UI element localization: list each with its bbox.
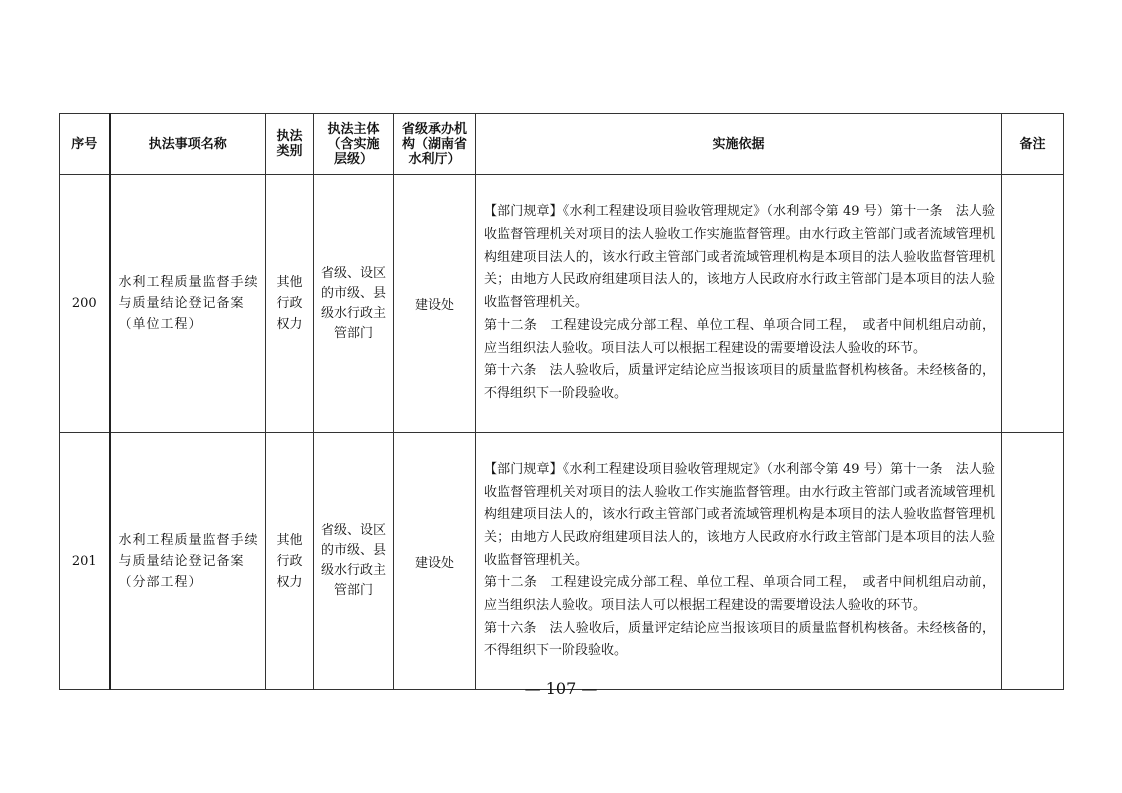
row-dept: 建设处 — [394, 175, 476, 433]
header-row — [60, 114, 1064, 175]
row-item-name: 水利工程质量监督手续与质量结论登记备案（单位工程） — [110, 175, 266, 433]
header-basis: 实施依据 — [476, 114, 1002, 175]
row-category: 其他行政权力 — [266, 433, 314, 690]
header-category: 执法类别 — [266, 114, 314, 175]
header-dept: 省级承办机构（湖南省水利厅） — [394, 114, 476, 175]
header-subject: 执法主体（含实施层级） — [314, 114, 394, 175]
row-remark — [1002, 433, 1064, 690]
table-row — [60, 175, 1064, 433]
row-dept: 建设处 — [394, 433, 476, 690]
basis-paragraph: 第十二条 工程建设完成分部工程、单位工程、单项合同工程， 或者中间机组启动前，应当组织法人验收。项目法人可以根据工程建设的需要增设法人验收的环节。 — [484, 575, 995, 614]
row-item-name: 水利工程质量监督手续与质量结论登记备案（分部工程） — [110, 433, 266, 690]
table-row — [60, 433, 1064, 690]
row-subject: 省级、设区的市级、县级水行政主管部门 — [314, 433, 394, 690]
basis-paragraph: 【部门规章】《水利工程建设项目验收管理规定》（水利部令第 49 号）第十一条 法人验收监督管理机关对项目的法人验收工作实施监督管理。由水行政主管部门或者流域管理机构组建项目法人的，该水行政主管部门或者流域管理机构是本项目的法人验收监督管理机关；由地方人民政府组建项目法人的，该地方人民政府水行政主管部门是本项目的法人验收监督管理机关。 — [484, 204, 995, 311]
basis-paragraph: 第十六条 法人验收后，质量评定结论应当报该项目的质量监督机构核备。未经核备的，不得组织下一阶段验收。 — [484, 363, 995, 401]
page-number: — 107 — — [524, 679, 598, 698]
row-basis — [476, 433, 1002, 690]
header-remark: 备注 — [1002, 114, 1064, 175]
row-remark — [1002, 175, 1064, 433]
basis-paragraph: 第十六条 法人验收后，质量评定结论应当报该项目的质量监督机构核备。未经核备的，不得组织下一阶段验收。 — [484, 620, 995, 659]
basis-paragraph: 【部门规章】《水利工程建设项目验收管理规定》（水利部令第 49 号）第十一条 法人验收监督管理机关对项目的法人验收工作实施监督管理。由水行政主管部门或者流域管理机构组建项目法人的，该水行政主管部门或者流域管理机构是本项目的法人验收监督管理机关；由地方人民政府组建项目法人的，该地方人民政府水行政主管部门是本项目的法人验收监督管理机关。 — [484, 461, 995, 568]
row-index: 201 — [60, 433, 110, 690]
row-category: 其他行政权力 — [266, 175, 314, 433]
basis-paragraph: 第十二条 工程建设完成分部工程、单位工程、单项合同工程， 或者中间机组启动前，应当组织法人验收。项目法人可以根据工程建设的需要增设法人验收的环节。 — [484, 317, 995, 356]
enforcement-items-table — [59, 113, 1064, 690]
row-index: 200 — [60, 175, 110, 433]
row-basis — [476, 175, 1002, 433]
row-subject: 省级、设区的市级、县级水行政主管部门 — [314, 175, 394, 433]
header-index: 序号 — [60, 114, 110, 175]
header-name: 执法事项名称 — [110, 114, 266, 175]
